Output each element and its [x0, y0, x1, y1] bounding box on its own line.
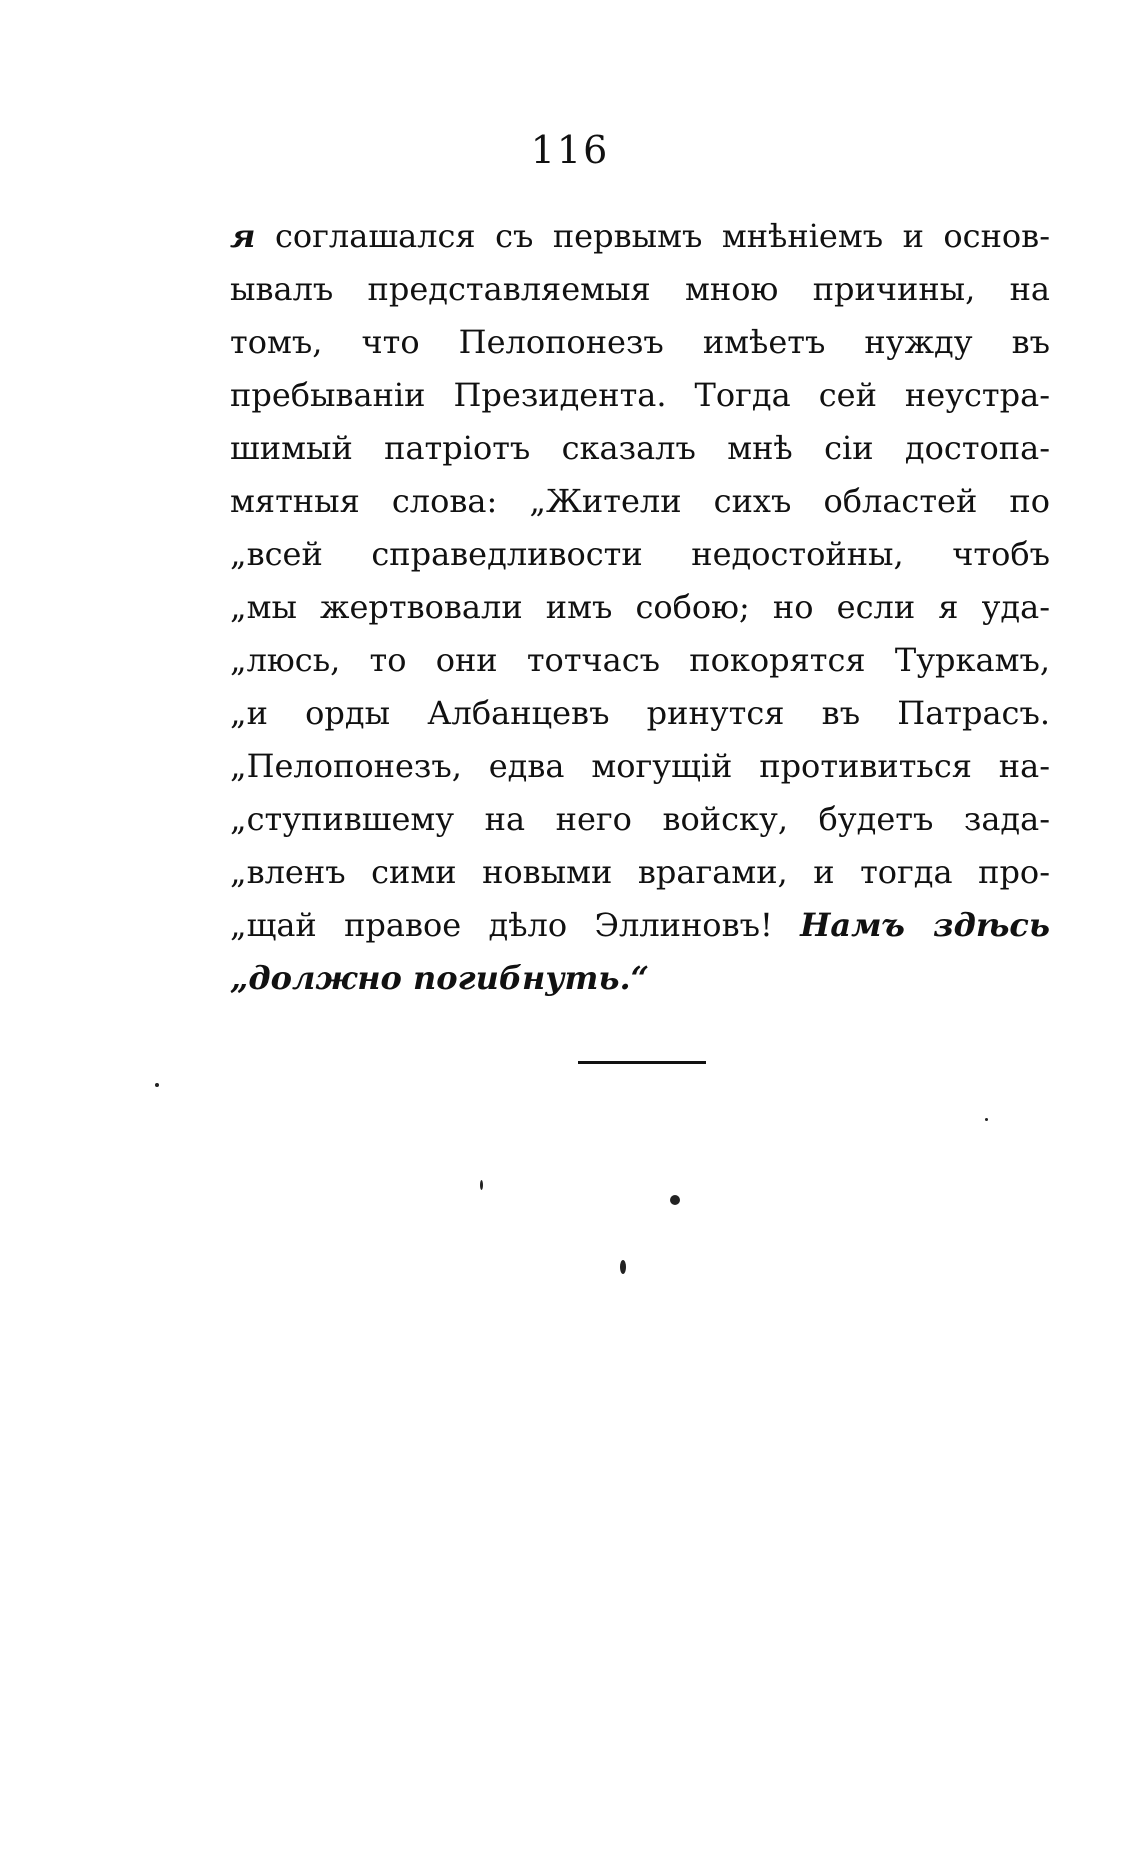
text-line — [230, 316, 1050, 369]
text-run: „щай правое дѣло Эллиновъ! — [230, 906, 801, 944]
italic-text-run: я — [230, 217, 256, 255]
scan-speck — [670, 1195, 680, 1205]
text-line — [230, 369, 1050, 422]
scan-speck — [985, 1118, 988, 1121]
text-line — [230, 210, 1050, 263]
page-number: 116 — [530, 128, 610, 172]
scan-speck — [480, 1180, 483, 1190]
text-line — [230, 740, 1050, 793]
text-run: ывалъ представляемыя мною причины, на — [230, 270, 1050, 308]
text-line — [230, 422, 1050, 475]
scan-speck — [620, 1260, 626, 1274]
text-run: „люсь, то они тотчасъ покорятся Туркамъ, — [230, 641, 1050, 679]
italic-text-run: „должно погибнуть.“ — [230, 959, 649, 997]
text-run: мятныя слова: „Жители сихъ областей по — [230, 482, 1050, 520]
text-line — [230, 846, 1050, 899]
text-line — [230, 263, 1050, 316]
text-run: „всей справедливости недостойны, чтобъ — [230, 535, 1050, 573]
section-end-rule — [578, 1061, 706, 1064]
text-line — [230, 793, 1050, 846]
text-line — [230, 952, 1050, 1005]
text-line — [230, 634, 1050, 687]
text-run: томъ, что Пелопонезъ имѣетъ нужду въ — [230, 323, 1050, 361]
text-line — [230, 581, 1050, 634]
text-run: „ступившему на него войску, будетъ зада- — [230, 800, 1050, 838]
scan-speck — [155, 1083, 159, 1087]
body-text — [230, 210, 1050, 1005]
text-run: „Пелопонезъ, едва могущій противиться на- — [230, 747, 1050, 785]
text-line — [230, 528, 1050, 581]
text-line — [230, 475, 1050, 528]
text-run: шимый патріотъ сказалъ мнѣ сіи достопа- — [230, 429, 1050, 467]
text-run: „и орды Албанцевъ ринутся въ Патрасъ. — [230, 694, 1050, 732]
text-line — [230, 899, 1050, 952]
text-run: „вленъ сими новыми врагами, и тогда про- — [230, 853, 1050, 891]
italic-text-run: Намъ здѣсь — [800, 906, 1050, 944]
text-line — [230, 687, 1050, 740]
text-run: „мы жертвовали имъ собою; но если я уда- — [230, 588, 1050, 626]
text-run: пребываніи Президента. Тогда сей неустра- — [230, 376, 1050, 414]
text-run: соглашался съ первымъ мнѣніемъ и основ- — [255, 217, 1050, 255]
